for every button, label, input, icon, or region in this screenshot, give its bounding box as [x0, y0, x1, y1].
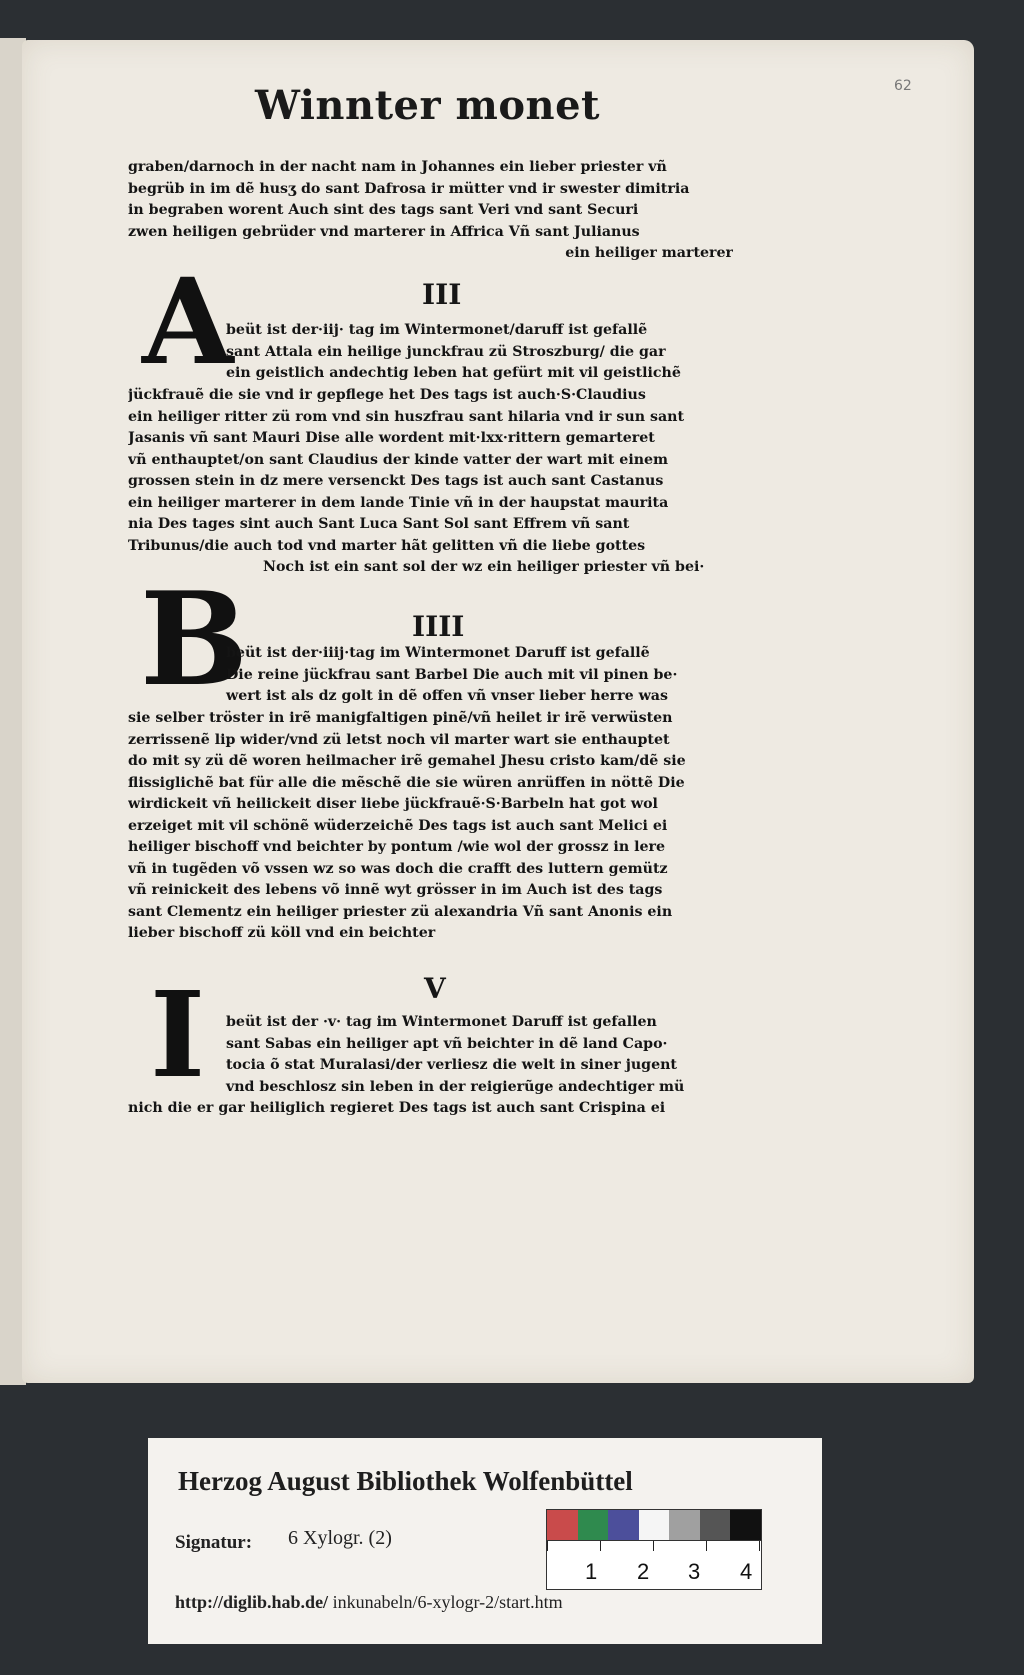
section-iiii-text: [128, 643, 733, 708]
intro-text: [128, 157, 733, 265]
text-line: lieber bischoff zü köll vnd ein beichter: [128, 925, 436, 941]
digital-library-url[interactable]: [175, 1592, 563, 1613]
text-line: ein geistlich andechtig leben hat gefürt mit vil geistlichẽ: [226, 365, 681, 381]
signatur-label: Signatur:: [175, 1532, 253, 1553]
text-line: vnd beschlosz sin leben in der reigierũge andechtiger mü: [226, 1078, 685, 1095]
folio-number: 62: [894, 78, 912, 94]
url-host: http://diglib.hab.de/: [175, 1592, 329, 1612]
text-line: nich die er gar heiliglich regieret Des tags ist auch sant Crispina ei: [128, 1100, 666, 1116]
signatur-value: 6 Xylogr. (2): [288, 1527, 392, 1549]
text-line: sant Sabas ein heiliger apt vñ beichter in dẽ land Capo·: [226, 1035, 668, 1052]
text-line: nia Des tages sint auch Sant Luca Sant Sol sant Effrem vñ sant: [128, 516, 630, 532]
text-line: heiliger bischoff vnd beichter by pontum /wie wol der grossz in lere: [128, 839, 665, 855]
section-iiii-body: [128, 708, 733, 945]
text-line: wert ist als dz golt in dẽ offen vñ vnser lieber herre was: [226, 688, 668, 704]
text-line: flissiglichẽ bat für alle die mẽschẽ die sie würen anrüffen in nöttẽ Die: [128, 774, 685, 791]
text-line: Noch ist ein sant sol der wz ein heiliger priester vñ bei·: [263, 559, 705, 575]
section-number: III: [422, 278, 462, 311]
text-line: in begraben worent Auch sint des tags sant Veri vnd sant Securi: [128, 202, 639, 218]
text-line: zerrissenẽ lip wider/vnd zü letst noch vil marter wart sie enthauptet: [128, 731, 670, 748]
initial-letter-b: B: [140, 565, 249, 715]
url-path: inkunabeln/6-xylogr-2/start.htm: [332, 1592, 563, 1612]
text-line: sant Attala ein heilige junckfrau zü Stroszburg/ die gar: [226, 343, 666, 360]
text-line: tocia õ stat Muralasi/der verliesz die welt in siner jugent: [226, 1057, 677, 1073]
text-line: wirdickeit vñ heilickeit diser liebe jückfrauẽ·S·Barbeln hat got wol: [128, 796, 658, 812]
measurement-scale: [546, 1540, 762, 1590]
color-swatch: [608, 1510, 639, 1540]
page-heading: Winnter monet: [255, 82, 601, 129]
text-line: beüt ist der·iij· tag im Wintermonet/daruff ist gefallẽ: [226, 322, 648, 338]
scale-number: 3: [688, 1559, 701, 1584]
text-line: grossen stein in dz mere versenckt Des tags ist auch sant Castanus: [128, 473, 664, 489]
text-line: beüt ist der ·v· tag im Wintermonet Daruff ist gefallen: [226, 1014, 657, 1030]
text-line: do mit sy zü dẽ woren heilmacher irẽ gemahel Jhesu cristo kam/dẽ sie: [128, 753, 686, 769]
initial-letter-i: I: [150, 965, 206, 1104]
initial-letter-a: A: [142, 252, 234, 391]
text-line: Die reine jückfrau sant Barbel Die auch mit vil pinen be·: [226, 666, 678, 683]
text-line: begrüb in im dẽ husʒ do sant Dafrosa ir mütter vnd ir swester dimitria: [128, 180, 690, 197]
text-line: zwen heiligen gebrüder vnd marterer in Affrica Vñ sant Julianus: [128, 223, 640, 240]
section-number: V: [424, 972, 446, 1005]
scale-number: 1: [585, 1559, 598, 1584]
scale-number: 2: [637, 1559, 650, 1584]
color-swatch: [639, 1510, 670, 1540]
color-swatch: [547, 1510, 578, 1540]
section-v-body: [128, 1098, 733, 1120]
color-swatch: [669, 1510, 700, 1540]
text-line: sant Clementz ein heiliger priester zü alexandria Vñ sant Anonis ein: [128, 903, 673, 920]
text-line: Jasanis vñ sant Mauri Dise alle wordent mit·lxx·rittern gemarteret: [128, 430, 655, 446]
text-line: vñ in tugẽden võ vssen wz so was doch die crafft des luttern gemütz: [128, 860, 668, 877]
text-line: ein heiliger ritter zü rom vnd sin huszfrau sant hilaria vnd ir sun sant: [128, 408, 685, 425]
text-line: Tribunus/die auch tod vnd marter hãt gelitten vñ die liebe gottes: [128, 537, 646, 554]
text-line: vñ enthauptet/on sant Claudius der kinde vatter der wart mit einem: [128, 451, 669, 468]
section-iii-body: [128, 385, 733, 579]
scale-number: 4: [740, 1559, 753, 1584]
text-line: graben/darnoch in der nacht nam in Johannes ein lieber priester vñ: [128, 159, 667, 175]
section-iii-text: [128, 320, 733, 385]
color-calibration-bar: [546, 1509, 762, 1541]
text-line: ein heiliger marterer in dem lande Tinie vñ in der haupstat maurita: [128, 494, 669, 511]
section-v-text: [128, 1012, 733, 1098]
text-line: sie selber tröster in irẽ manigfaltigen pinẽ/vñ heilet ir irẽ verwüsten: [128, 710, 673, 726]
text-line: jückfrauẽ die sie vnd ir gepflege het Des tags ist auch·S·Claudius: [128, 387, 646, 403]
color-swatch: [578, 1510, 609, 1540]
text-line: erzeiget mit vil schönẽ wüderzeichẽ Des tags ist auch sant Melici ei: [128, 817, 668, 834]
color-swatch: [700, 1510, 731, 1540]
text-line: ein heiliger marterer: [565, 245, 733, 261]
text-line: vñ reinickeit des lebens võ innẽ wyt grösser in im Auch ist des tags: [128, 882, 663, 898]
text-line: beüt ist der·iiij·tag im Wintermonet Daruff ist gefallẽ: [226, 645, 650, 661]
library-title: Herzog August Bibliothek Wolfenbüttel: [178, 1466, 633, 1496]
color-swatch: [730, 1510, 761, 1540]
section-number: IIII: [412, 610, 465, 643]
